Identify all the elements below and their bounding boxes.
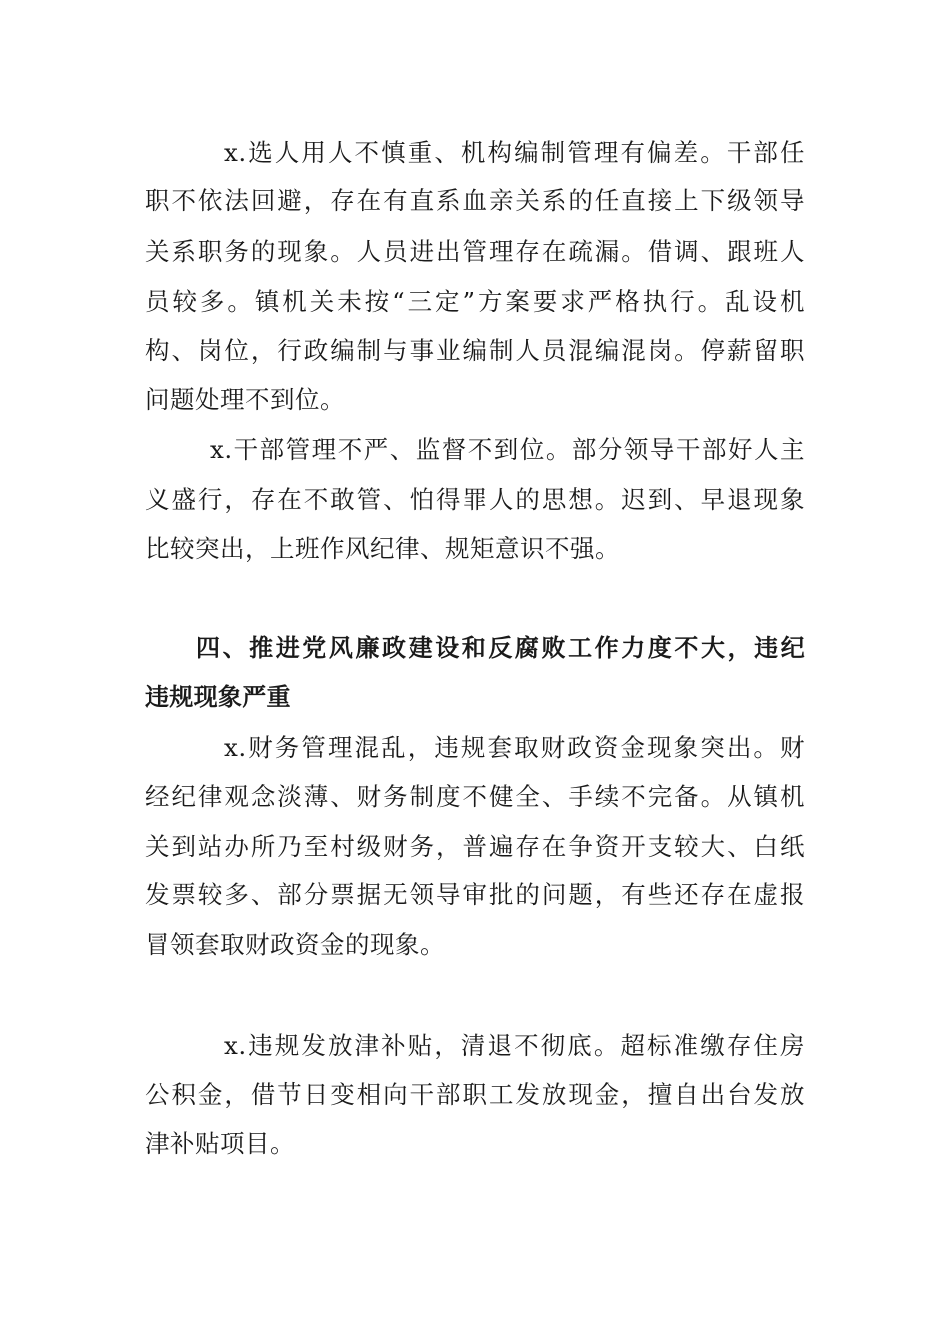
- text-line: 员较多。镇机关未按“三定”方案要求严格执行。乱设机: [145, 287, 805, 316]
- text-line: 义盛行，存在不敢管、怕得罪人的思想。迟到、早退现象: [145, 485, 805, 514]
- text-line: 构、岗位，行政编制与事业编制人员混编混岗。停薪留职: [145, 336, 805, 365]
- text-line: x.财务管理混乱，违规套取财政资金现象突出。财: [224, 733, 805, 762]
- text-line: 发票较多、部分票据无领导审批的问题，有些还存在虚报: [145, 880, 805, 909]
- text-line: 职不依法回避，存在有直系血亲关系的任直接上下级领导: [145, 186, 805, 215]
- text-line: 经纪律观念淡薄、财务制度不健全、手续不完备。从镇机: [145, 782, 805, 811]
- text-line: 冒领套取财政资金的现象。: [145, 930, 445, 959]
- text-line: 关系职务的现象。人员进出管理存在疏漏。借调、跟班人: [145, 237, 805, 266]
- text-line: 关到站办所乃至村级财务，普遍存在争资开支较大、白纸: [145, 832, 805, 861]
- heading-line: 违规现象严重: [145, 683, 291, 711]
- text-line: x.干部管理不严、监督不到位。部分领导干部好人主: [210, 435, 805, 464]
- text-line: x.违规发放津补贴，清退不彻底。超标准缴存住房: [224, 1031, 805, 1060]
- text-line: 公积金，借节日变相向干部职工发放现金，擅自出台发放: [145, 1080, 805, 1109]
- text-line: x.选人用人不慎重、机构编制管理有偏差。干部任: [224, 138, 805, 167]
- heading-line: 四、推进党风廉政建设和反腐败工作力度不大，违纪: [196, 634, 805, 662]
- text-line: 津补贴项目。: [145, 1129, 295, 1158]
- text-line: 问题处理不到位。: [145, 385, 345, 414]
- text-line: 比较突出，上班作风纪律、规矩意识不强。: [145, 534, 620, 563]
